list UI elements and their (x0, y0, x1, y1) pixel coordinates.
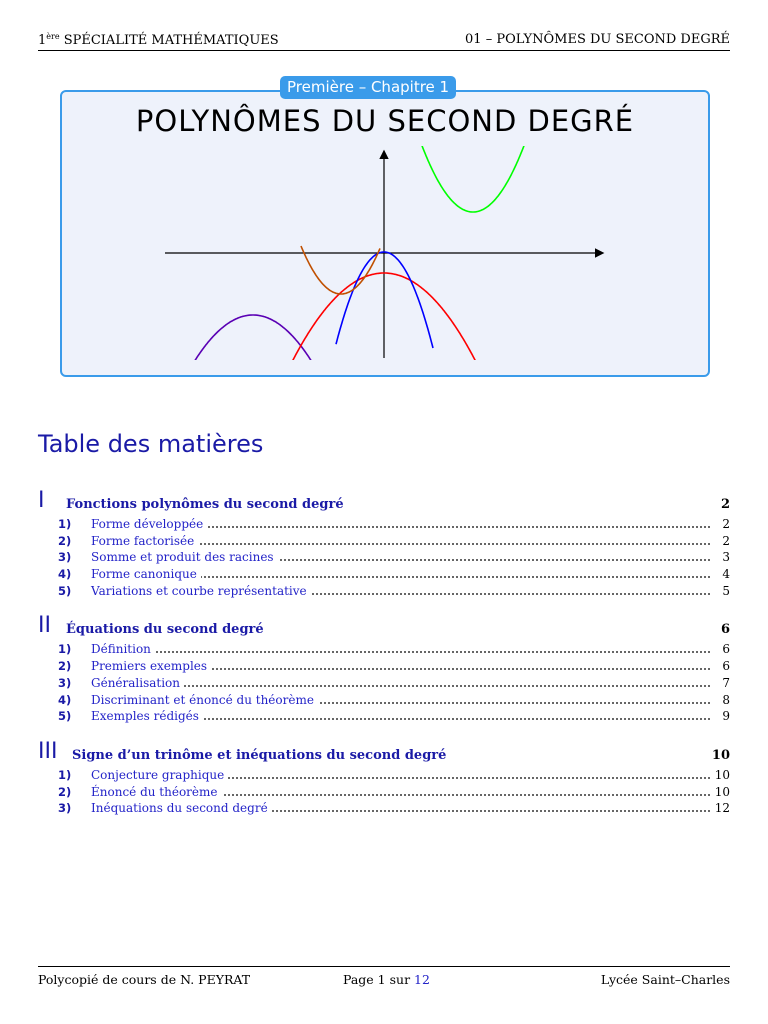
toc-item-number: 2) (58, 659, 72, 674)
toc-item-number: 4) (58, 692, 72, 707)
toc-item[interactable] (38, 658, 730, 675)
toc-item-title[interactable]: Énoncé du théorème (91, 785, 222, 799)
toc-item-title[interactable]: Discriminant et énoncé du théorème (91, 693, 318, 707)
toc-item-page: 6 (718, 642, 730, 656)
toc-item-title[interactable]: Définition (91, 642, 155, 656)
toc-section[interactable] (38, 611, 730, 641)
toc-item-page: 9 (718, 709, 730, 723)
toc-item-page: 10 (711, 768, 730, 782)
toc-item-number: 5) (58, 709, 72, 724)
toc-item-number: 4) (58, 567, 72, 582)
toc-section-title[interactable]: Signe d’un trinôme et inéquations du second degré (72, 747, 447, 763)
toc-item-number: 3) (58, 801, 72, 816)
chapter-title: POLYNÔMES DU SECOND DEGRÉ (135, 104, 635, 138)
toc-item-page: 2 (718, 534, 730, 548)
chapter-badge: Première – Chapitre 1 (280, 76, 456, 99)
toc-item-page: 10 (711, 785, 730, 799)
toc-item-title[interactable]: Généralisation (91, 676, 184, 690)
toc-section-number: I (38, 488, 45, 513)
toc-item-number: 3) (58, 675, 72, 690)
toc-dot-leader (91, 651, 710, 653)
header-subject: SPÉCIALITÉ MATHÉMATIQUES (59, 33, 279, 48)
toc-section-page: 2 (720, 497, 730, 512)
toc-section[interactable] (38, 486, 730, 516)
toc-item[interactable] (38, 800, 730, 817)
toc-gap (38, 725, 730, 737)
toc-section-number: III (38, 738, 58, 764)
toc-item[interactable] (38, 533, 730, 550)
footer-school: Lycée Saint–Charles (600, 972, 730, 987)
toc-item[interactable] (38, 675, 730, 692)
toc-section-page: 6 (720, 622, 730, 638)
footer-author: Polycopié de cours de N. PEYRAT (38, 972, 251, 987)
toc-title: Table des matières (38, 430, 264, 458)
toc-item[interactable] (38, 708, 730, 725)
toc-item-title[interactable]: Forme factorisée (91, 534, 198, 548)
toc-item-title[interactable]: Variations et courbe représentative (91, 584, 311, 598)
page-header (38, 30, 730, 51)
toc-section-number: II (38, 613, 51, 639)
toc-item-number: 1) (58, 642, 72, 657)
toc-item-number: 3) (58, 550, 72, 565)
toc-gap (38, 599, 730, 611)
parabolas-figure (160, 146, 610, 360)
header-level-suffix: ère (46, 32, 60, 41)
toc-item-title[interactable]: Forme canonique (91, 567, 201, 581)
toc-section[interactable] (38, 737, 730, 767)
toc-item[interactable] (38, 767, 730, 784)
toc-item-page: 4 (718, 567, 730, 581)
toc-section-title[interactable]: Équations du second degré (66, 622, 264, 638)
toc-item[interactable] (38, 516, 730, 533)
toc-item-title[interactable]: Premiers exemples (91, 659, 211, 673)
toc-item-title[interactable]: Somme et produit des racines (91, 550, 278, 564)
purple-parabola (165, 315, 338, 360)
footer-total-pages-link[interactable]: 12 (414, 972, 430, 987)
toc-item-page: 12 (711, 801, 730, 815)
toc-item[interactable] (38, 784, 730, 801)
header-chapter: 01 – POLYNÔMES DU SECOND DEGRÉ (465, 32, 730, 47)
toc-item[interactable] (38, 566, 730, 583)
toc-item-number: 1) (58, 767, 72, 782)
toc-item-title[interactable]: Exemples rédigés (91, 709, 203, 723)
footer-page-prefix: Page 1 sur (343, 972, 415, 987)
toc-item-number: 2) (58, 784, 72, 799)
toc-section-title[interactable]: Fonctions polynômes du second degré (66, 497, 344, 512)
toc-item-number: 2) (58, 533, 72, 548)
toc-item-page: 8 (718, 693, 730, 707)
toc-item-title[interactable]: Inéquations du second degré (91, 801, 272, 815)
footer-page (343, 972, 430, 987)
page-footer (38, 966, 730, 991)
table-of-contents (38, 486, 730, 817)
toc-item-page: 6 (718, 659, 730, 673)
toc-item[interactable] (38, 583, 730, 600)
green-parabola (412, 146, 530, 212)
toc-item[interactable] (38, 692, 730, 709)
toc-item-title[interactable]: Forme développée (91, 517, 207, 531)
toc-section-page: 10 (711, 747, 730, 763)
toc-item-number: 1) (58, 517, 72, 531)
toc-item[interactable] (38, 549, 730, 566)
toc-item-page: 2 (718, 517, 730, 531)
header-left (38, 32, 279, 48)
toc-item-page: 3 (718, 550, 730, 564)
toc-item-page: 7 (718, 676, 730, 690)
toc-item-title[interactable]: Conjecture graphique (91, 768, 228, 782)
header-level-number: 1 (38, 33, 47, 48)
toc-item[interactable] (38, 641, 730, 658)
toc-item-number: 5) (58, 583, 72, 598)
toc-item-page: 5 (718, 584, 730, 598)
